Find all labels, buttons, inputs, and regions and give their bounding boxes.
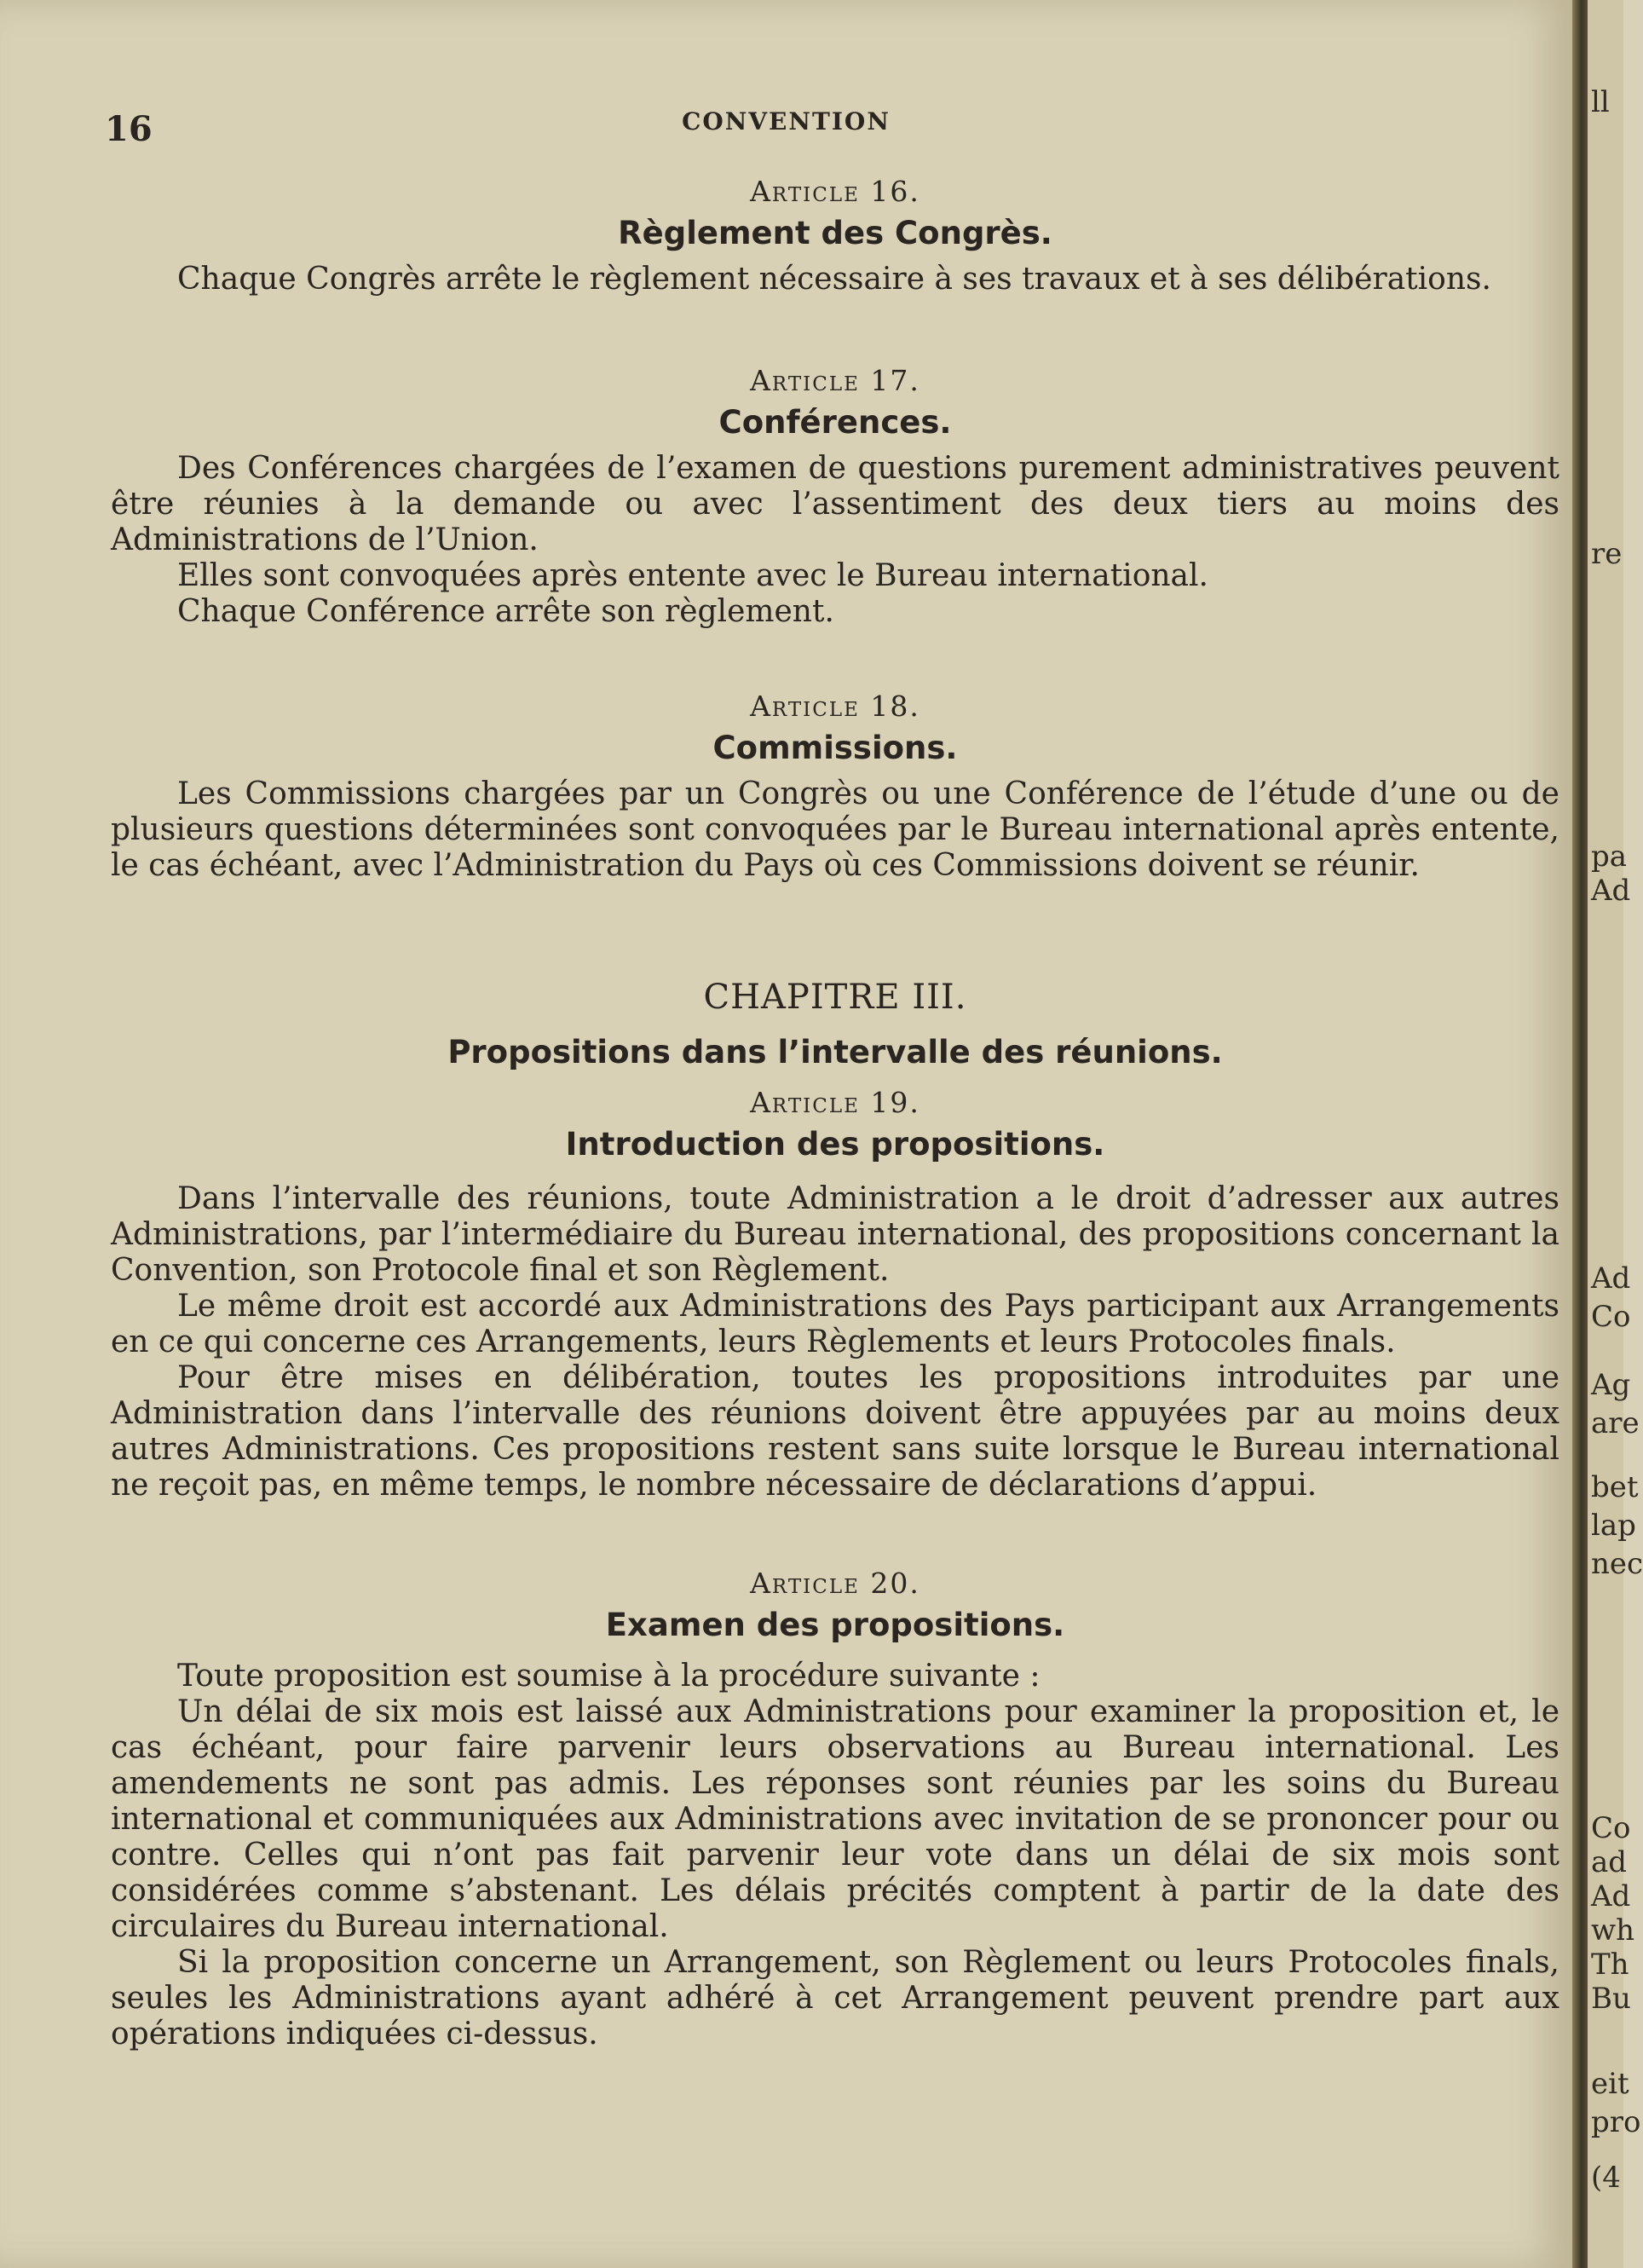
article-title: Commissions. bbox=[712, 730, 958, 766]
article-paragraph: Les Commissions chargées par un Congrès ou une Conférence de l’étude d’une ou de plusieurs questions déterminées sont convoquées par le Bureau international après entente, le cas échéant, avec l’Administration du Pays où ces Commissions doivent se réunir. bbox=[111, 776, 1559, 883]
page-number: 16 bbox=[105, 109, 153, 149]
article-paragraph: Le même droit est accordé aux Administrations des Pays participant aux Arrangements en ce qui concerne ces Arrangements, leurs Règlements et leurs Protocoles finals. bbox=[111, 1289, 1559, 1359]
next-page-fragment: re bbox=[1591, 537, 1623, 571]
next-page-edge bbox=[1588, 0, 1643, 2268]
next-page-fragment: Ad bbox=[1591, 874, 1631, 908]
next-page-fragment: ad bbox=[1591, 1845, 1628, 1879]
article-paragraph: Des Conférences chargées de l’examen de questions purement administratives peuvent être réunies à la demande ou avec l’assentiment des deux tiers au moins des Administrations de l’Union. bbox=[111, 451, 1559, 557]
article-paragraph: Chaque Congrès arrête le règlement nécessaire à ses travaux et à ses délibérations. bbox=[177, 262, 1491, 297]
article-number: Article 20. bbox=[750, 1567, 920, 1600]
next-page-fragment: Co bbox=[1591, 1811, 1631, 1845]
next-page-fragment: Ag bbox=[1591, 1368, 1631, 1402]
article-19 bbox=[111, 1086, 1559, 1503]
article-paragraph: Un délai de six mois est laissé aux Administrations pour examiner la proposition et, le cas échéant, pour faire parvenir leurs observations au Bureau international. Les amendements ne sont pas admis. Les réponses sont réunies par les soins du Bureau international et communiquées aux Administrations avec invitation de se prononcer pour ou contre. Celles qui n’ont pas fait parvenir leur vote dans un délai de six mois sont considérées comme s’abstenant. Les délais précités comptent à partir de la date des circulaires du Bureau international. bbox=[111, 1694, 1559, 1944]
running-head: CONVENTION bbox=[682, 107, 891, 136]
article-16 bbox=[111, 175, 1559, 297]
chapter-label: CHAPITRE III. bbox=[703, 978, 967, 1017]
article-title: Introduction des propositions. bbox=[565, 1126, 1105, 1163]
article-number: Article 17. bbox=[750, 364, 920, 397]
next-page-fragment: nec bbox=[1591, 1547, 1643, 1581]
next-page-fragment: pa bbox=[1591, 840, 1628, 874]
next-page-fragment: bet bbox=[1591, 1470, 1639, 1504]
article-17 bbox=[111, 364, 1559, 630]
next-page-fragment: Co bbox=[1591, 1300, 1631, 1334]
article-number: Article 16. bbox=[750, 175, 920, 208]
next-page-fragment: are bbox=[1591, 1406, 1640, 1440]
next-page-fragment: ll bbox=[1591, 85, 1610, 119]
next-page-fragment: Ad bbox=[1591, 1879, 1631, 1913]
page-content bbox=[111, 175, 1559, 2052]
next-page-fragment: pro bbox=[1591, 2105, 1641, 2139]
article-paragraph: Toute proposition est soumise à la procédure suivante : bbox=[177, 1659, 1041, 1694]
book-gutter bbox=[1572, 0, 1588, 2268]
article-paragraph: Elles sont convoquées après entente avec le Bureau international. bbox=[177, 558, 1208, 593]
article-number: Article 19. bbox=[750, 1086, 920, 1119]
article-title: Règlement des Congrès. bbox=[618, 215, 1052, 251]
article-paragraph: Si la proposition concerne un Arrangement, son Règlement ou leurs Protocoles finals, seules les Administrations ayant adhéré à cet Arrangement peuvent prendre part aux opérations indiquées ci-dessus. bbox=[111, 1945, 1559, 2052]
next-page-fragment: Th bbox=[1591, 1948, 1629, 1982]
article-18 bbox=[111, 690, 1559, 884]
article-20 bbox=[111, 1567, 1559, 2052]
chapter-title: Propositions dans l’intervalle des réunions. bbox=[447, 1034, 1223, 1071]
next-page-fragment: lap bbox=[1591, 1509, 1636, 1543]
next-page-fragment: Bu bbox=[1591, 1982, 1631, 2016]
article-title: Examen des propositions. bbox=[605, 1607, 1065, 1643]
article-paragraph: Dans l’intervalle des réunions, toute Administration a le droit d’adresser aux autres Administrations, par l’intermédiaire du Bureau international, des propositions concernant la Convention, son Protocole final et son Règlement. bbox=[111, 1181, 1559, 1288]
next-page-fragment: (4 bbox=[1591, 2161, 1621, 2195]
next-page-fragment: Ad bbox=[1591, 1261, 1631, 1296]
next-page-fragment: eit bbox=[1591, 2067, 1629, 2101]
article-number: Article 18. bbox=[750, 690, 920, 723]
article-paragraph: Pour être mises en délibération, toutes les propositions introduites par une Administration dans l’intervalle des réunions doivent être appuyées par au moins deux autres Administrations. Ces propositions restent sans suite lorsque le Bureau international ne reçoit pas, en même temps, le nombre nécessaire de déclarations d’appui. bbox=[111, 1360, 1559, 1503]
article-paragraph: Chaque Conférence arrête son règlement. bbox=[177, 594, 834, 629]
article-title: Conférences. bbox=[718, 404, 952, 441]
next-page-fragment: wh bbox=[1591, 1913, 1634, 1948]
chapter-3 bbox=[111, 978, 1559, 1071]
